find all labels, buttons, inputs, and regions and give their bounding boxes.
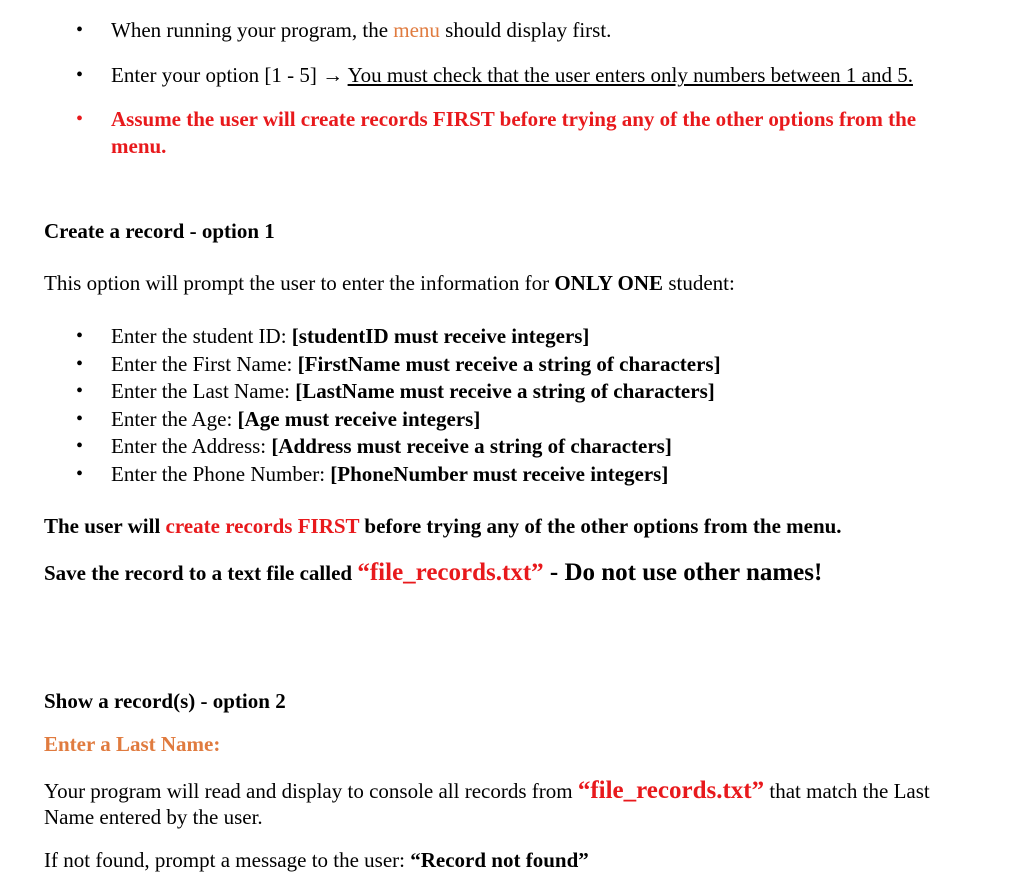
text: Save the record to a text file called bbox=[44, 561, 358, 585]
bullet-enter-option bbox=[111, 62, 913, 89]
bullet-assume-line2: menu. bbox=[111, 134, 167, 158]
field-rule: [studentID must receive integers] bbox=[291, 324, 590, 348]
text-red: create records FIRST bbox=[165, 514, 360, 538]
heading-option-2: Show a record(s) - option 2 bbox=[44, 689, 286, 713]
text: - Do not use other names! bbox=[543, 559, 823, 586]
field-age bbox=[111, 406, 480, 433]
field-label: Enter the Address: bbox=[111, 434, 272, 458]
field-rule: [LastName must receive a string of characters] bbox=[295, 379, 715, 403]
text: This option will prompt the user to enter the information for bbox=[44, 271, 555, 295]
text-bold: ONLY ONE bbox=[554, 271, 664, 295]
field-last-name bbox=[111, 378, 715, 405]
text: that match the Last bbox=[764, 779, 930, 803]
field-first-name bbox=[111, 351, 721, 378]
arrow-icon: → bbox=[322, 63, 344, 87]
text: Enter your option [1 - 5] bbox=[111, 63, 323, 87]
bullet-dot: • bbox=[76, 19, 84, 41]
option1-intro bbox=[44, 270, 735, 297]
bullet-assume-line1: Assume the user will create records FIRST before trying any of the other options from the bbox=[111, 107, 917, 131]
bullet-dot: • bbox=[76, 463, 84, 485]
field-address bbox=[111, 433, 672, 460]
text: should display first. bbox=[439, 18, 612, 42]
heading-option-1: Create a record - option 1 bbox=[44, 219, 275, 243]
bullet-dot: • bbox=[76, 64, 84, 86]
field-label: Enter the Phone Number: bbox=[111, 462, 331, 486]
field-label: Enter the student ID: bbox=[111, 324, 292, 348]
field-label: Enter the First Name: bbox=[111, 352, 298, 376]
create-first-note bbox=[44, 513, 842, 540]
field-label: Enter the Last Name: bbox=[111, 379, 296, 403]
field-rule: [PhoneNumber must receive integers] bbox=[330, 462, 669, 486]
text: student: bbox=[663, 271, 735, 295]
text: Your program will read and display to console all records from bbox=[44, 779, 578, 803]
not-found-note bbox=[44, 847, 589, 874]
bullet-dot: • bbox=[76, 108, 84, 130]
bullet-dot: • bbox=[76, 325, 84, 347]
text: The user will bbox=[44, 514, 166, 538]
field-student-id bbox=[111, 323, 589, 350]
field-label: Enter the Age: bbox=[111, 407, 238, 431]
bullet-dot: • bbox=[76, 380, 84, 402]
filename: “file_records.txt” bbox=[357, 559, 544, 586]
not-found-message: “Record not found” bbox=[410, 848, 589, 872]
text: When running your program, the bbox=[111, 18, 394, 42]
text: If not found, prompt a message to the user: bbox=[44, 848, 411, 872]
bullet-dot: • bbox=[76, 408, 84, 430]
text: before trying any of the other options from the menu. bbox=[359, 514, 842, 538]
last-name-prompt: Enter a Last Name: bbox=[44, 732, 221, 756]
field-rule: [Address must receive a string of characters] bbox=[271, 434, 672, 458]
bullet-dot: • bbox=[76, 435, 84, 457]
bullet-dot: • bbox=[76, 353, 84, 375]
save-file-note bbox=[44, 559, 822, 587]
option2-description-line2: Name entered by the user. bbox=[44, 805, 263, 829]
menu-word: menu bbox=[393, 18, 440, 42]
field-phone-number bbox=[111, 461, 668, 488]
option2-description bbox=[44, 777, 930, 805]
field-rule: [FirstName must receive a string of characters] bbox=[297, 352, 721, 376]
underlined-requirement: You must check that the user enters only numbers between 1 and 5. bbox=[347, 63, 913, 87]
bullet-menu-first bbox=[111, 17, 611, 44]
field-rule: [Age must receive integers] bbox=[237, 407, 481, 431]
filename: “file_records.txt” bbox=[577, 777, 765, 804]
